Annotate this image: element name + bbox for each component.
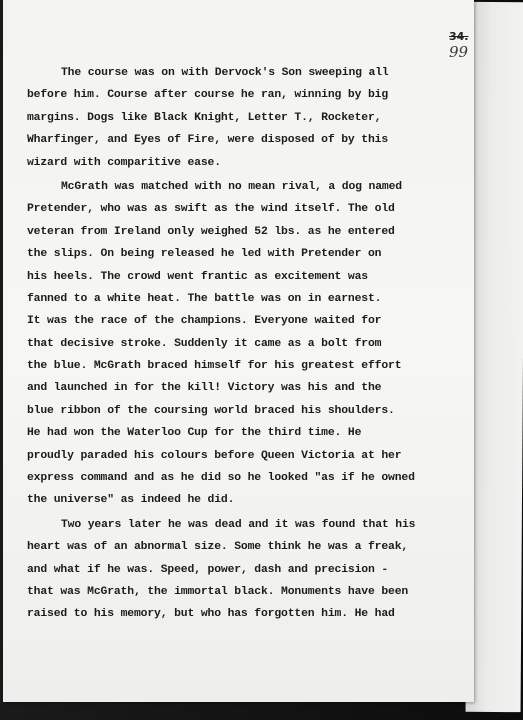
text-line: express command and as he did so he looked "as if he owned [27, 472, 415, 485]
text-line: Wharfinger, and Eyes of Fire, were disposed of by this [27, 134, 389, 147]
text-line: wizard with comparitive ease. [27, 156, 221, 169]
text-line: that was McGrath, the immortal black. Monuments have been [27, 585, 409, 598]
text-line: the universe" as indeed he did. [27, 494, 235, 507]
text-line: Pretender, who was as swift as the wind itself. The old [27, 203, 395, 216]
text-line: raised to his memory, but who has forgotten him. He had [27, 608, 395, 621]
text-line: He had won the Waterloo Cup for the third time. He [27, 427, 362, 440]
text-line: and launched in for the kill! Victory was his and the [27, 382, 382, 395]
text-line: fanned to a white heat. The battle was on in earnest. [27, 292, 382, 305]
text-line: blue ribbon of the coursing world braced his shoulders. [27, 404, 395, 417]
text-line: McGrath was matched with no mean rival, a dog named [61, 180, 402, 193]
text-line: It was the race of the champions. Everyone waited for [27, 315, 382, 328]
text-line: and what if he was. Speed, power, dash and precision - [27, 563, 389, 576]
text-line: heart was of an abnormal size. Some think he was a freak, [27, 541, 409, 554]
text-line: the blue. McGrath braced himself for his greatest effort [27, 360, 402, 373]
text-line: Two years later he was dead and it was found that his [61, 518, 416, 531]
text-line: that decisive stroke. Suddenly it came as a bolt from [27, 337, 382, 350]
underlying-sheet-edge [466, 2, 523, 712]
text-line: his heels. The crowd went frantic as excitement was [27, 270, 368, 283]
text-line: before him. Course after course he ran, winning by big [27, 89, 389, 102]
text-line: margins. Dogs like Black Knight, Letter T., Rocketer, [27, 111, 382, 124]
typewritten-page [3, 0, 474, 702]
page-number-struck: 34. [449, 30, 469, 43]
text-line: the slips. On being released he led with Pretender on [27, 248, 382, 261]
text-line: veteran from Ireland only weighed 52 lbs. as he entered [27, 225, 395, 238]
text-line: proudly paraded his colours before Queen Victoria at her [27, 449, 402, 462]
body-text [27, 62, 457, 626]
text-line: The course was on with Dervock's Son sweeping all [61, 67, 389, 79]
page-number-handwritten: 99 [449, 43, 469, 61]
